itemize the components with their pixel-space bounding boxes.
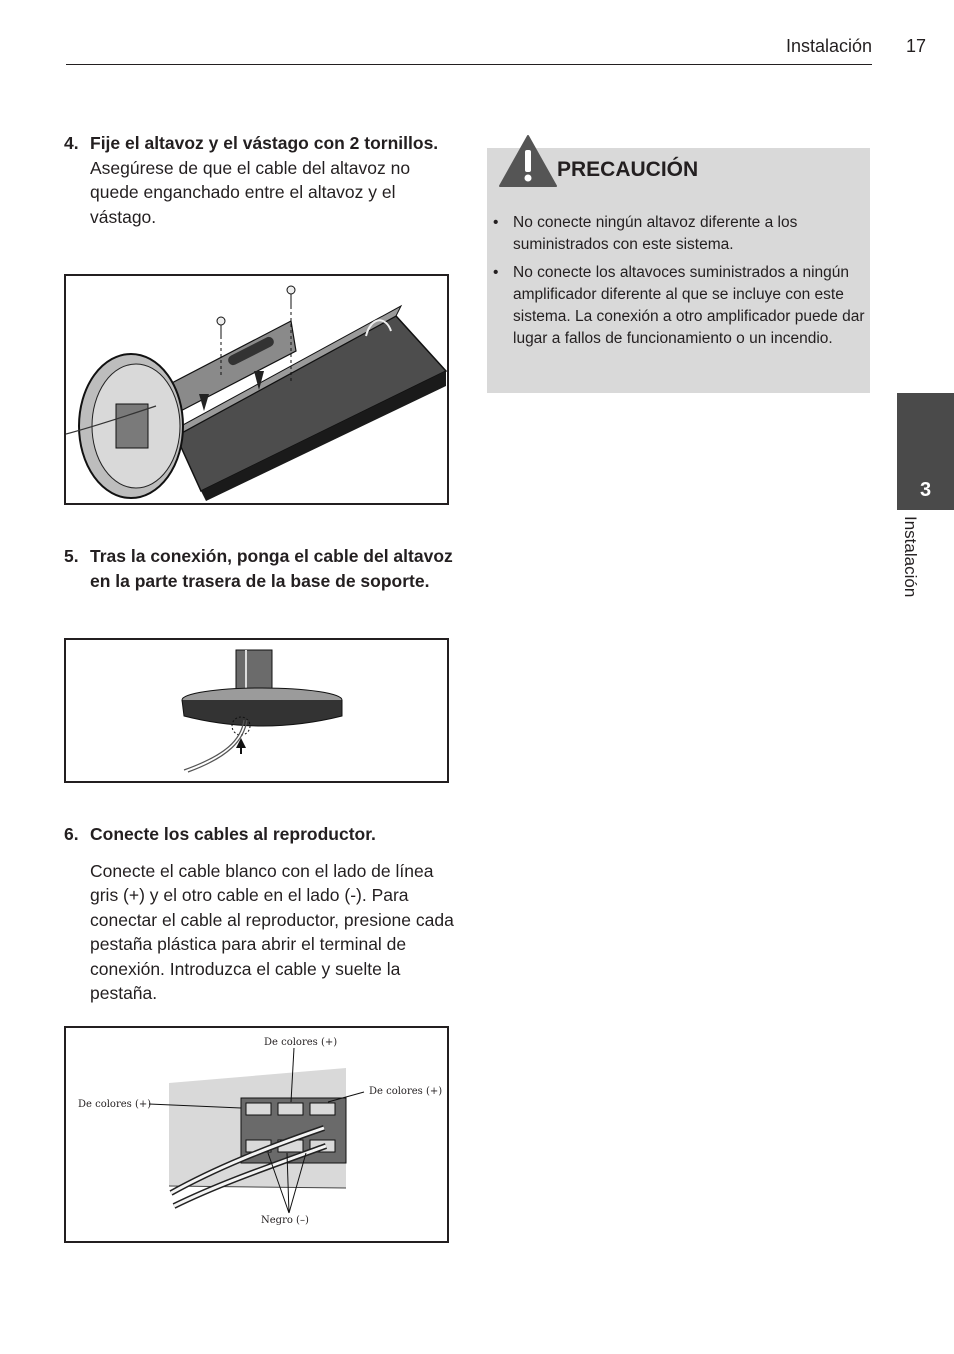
figure-speaker-rod-screws [64,274,449,505]
step-body: Conecte el cable blanco con el lado de línea gris (+) y el otro cable en el lado (-). Para conectar el cable al reproductor, presione cada pestaña plástica para abrir el terminal de conexión. Introduzca el cable y suelte la pestaña. [90,860,454,1003]
step-title: Fije el altavoz y el vástago con 2 tornillos. [90,133,439,153]
step-number: 6. [64,824,79,844]
terminal-illustration [66,1028,447,1241]
step-body: Asegúrese de que el cable del altavoz no quede enganchado entre el altavoz y el vástago. [90,157,411,227]
step-5 [64,544,454,593]
header-divider [66,64,872,65]
step-title: Tras la conexión, ponga el cable del altavoz en la parte trasera de la base de soporte. [90,546,453,591]
warning-icon [499,134,557,193]
label-black-minus: Negro (–) [261,1215,309,1226]
caution-item: • No conecte ningún altavoz diferente a los suministrados con este sistema. [493,214,798,253]
label-colored-plus-top: De colores (+) [264,1037,338,1048]
label-colored-plus-right: De colores (+) [369,1086,443,1097]
chapter-number: 3 [919,479,932,501]
figure-terminal-connection [64,1026,449,1243]
caution-item: • No conecte los altavoces suministrados a ningún amplificador diferente al que se incluye con este sistema. La conexión a otro amplificador puede dar lugar a fallos de funcionamiento o un incendio. [493,264,865,347]
speaker-rod-illustration [66,276,447,503]
step-number: 5. [64,546,79,566]
step-title: Conecte los cables al reproductor. [90,824,376,844]
step-6 [64,822,454,1006]
page-number: 17 [906,36,927,56]
caution-box [487,148,870,393]
base-cable-illustration [66,640,447,781]
running-header-title: Instalación [785,36,872,56]
figure-base-cable [64,638,449,783]
chapter-tab [897,393,954,510]
step-number: 4. [64,133,79,153]
label-colored-plus-left: De colores (+) [78,1099,152,1110]
caution-title: PRECAUCIÓN [557,158,699,181]
chapter-label: Instalación [901,516,920,598]
step-4 [64,131,454,229]
caution-list [493,212,865,356]
